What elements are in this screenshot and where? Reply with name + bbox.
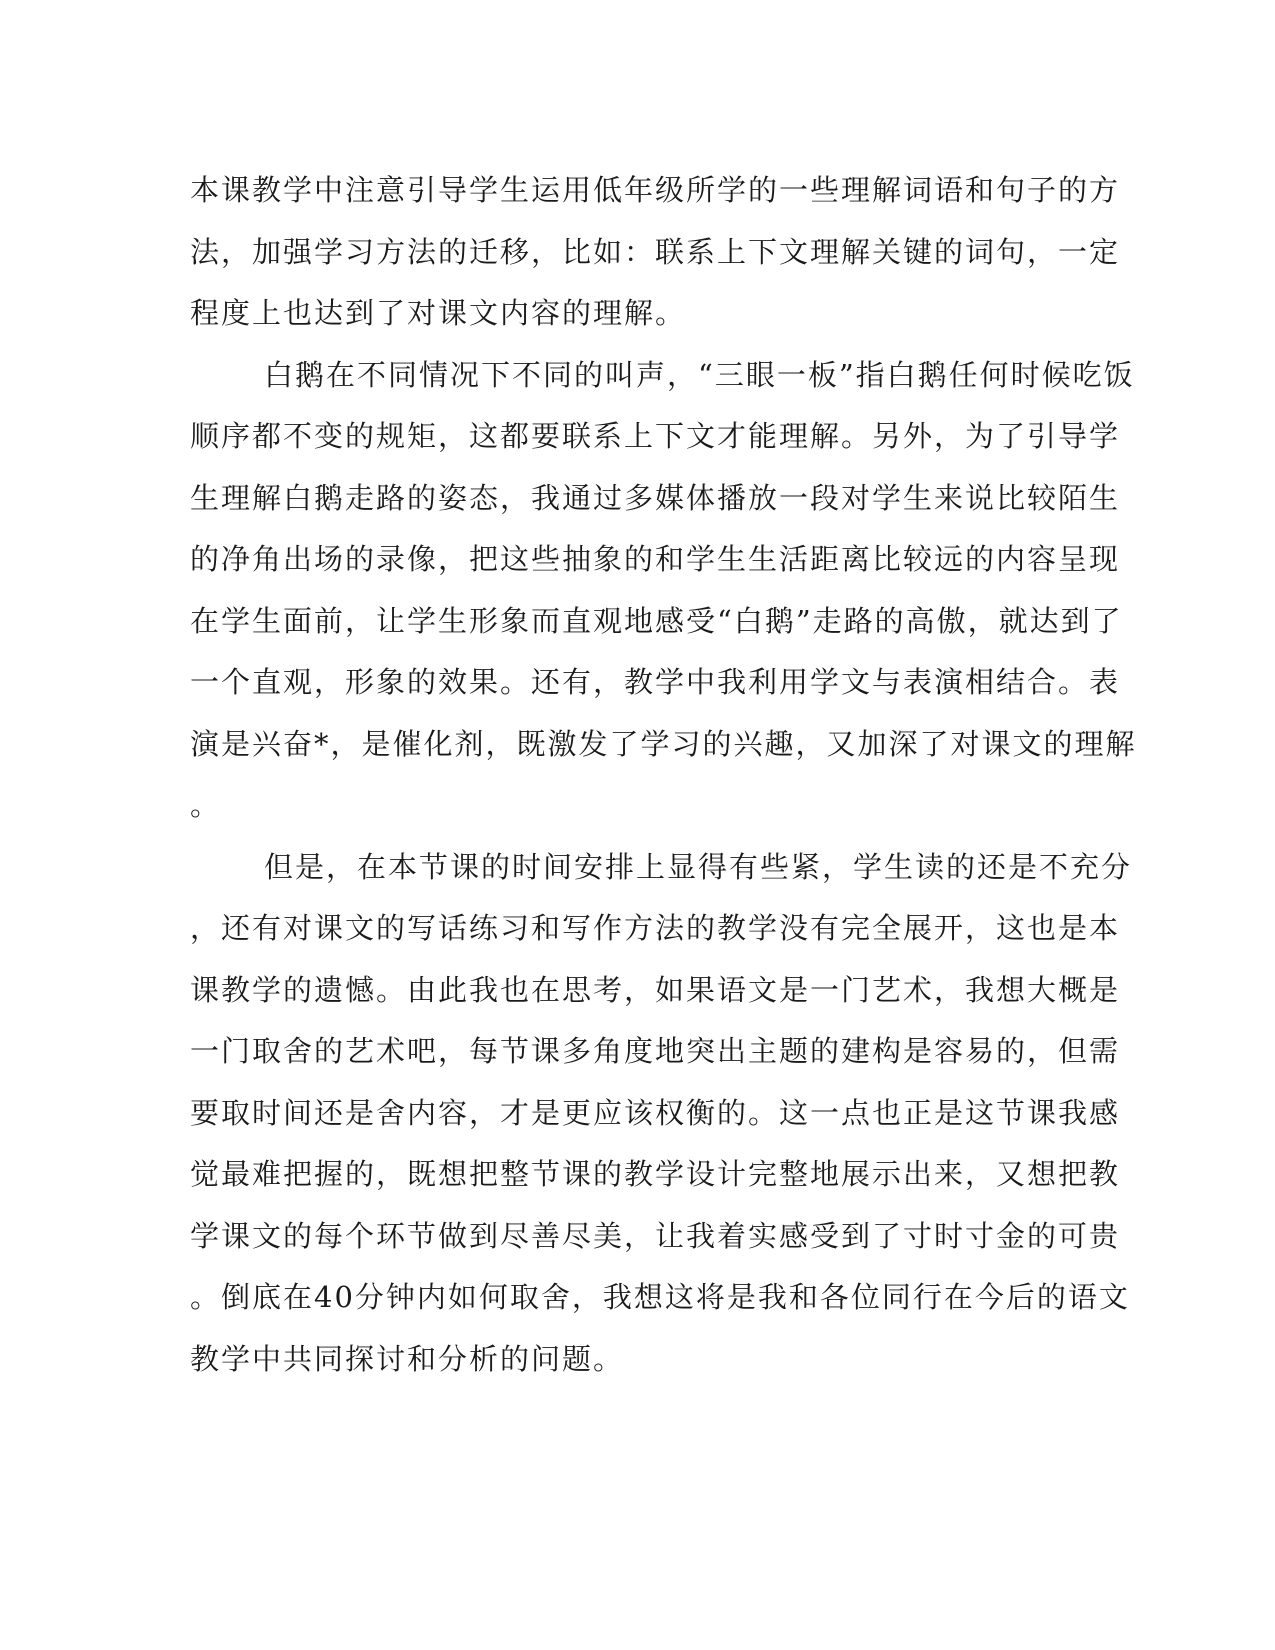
text-line: 的净角出场的录像，把这些抽象的和学生生活距离比较远的内容呈现 — [190, 542, 1121, 576]
body-text — [190, 160, 1137, 1390]
text-line: 一个直观，形象的效果。还有，教学中我利用学文与表演相结合。表 — [190, 665, 1121, 699]
text-line: 学课文的每个环节做到尽善尽美，让我着实感受到了寸时寸金的可贵 — [190, 1218, 1121, 1253]
text-line: 本课教学中注意引导学生运用低年级所学的一些理解词语和句子的方 — [190, 173, 1121, 207]
text-line: 。 — [190, 788, 222, 822]
text-line: ，还有对课文的写话练习和写作方法的教学没有完全展开，这也是本 — [190, 911, 1121, 945]
text-line: 一门取舍的艺术吧，每节课多角度地突出主题的建构是容易的，但需 — [190, 1034, 1121, 1068]
text-line: 演是兴奋*，是催化剂，既激发了学习的兴趣，又加深了对课文的理解 — [190, 726, 1137, 761]
text-line: 。倒底在40分钟内如何取舍，我想这将是我和各位同行在今后的语文 — [190, 1280, 1130, 1314]
text-line: 觉最难把握的，既想把整节课的教学设计完整地展示出来，又想把教 — [190, 1157, 1121, 1191]
text-line: 要取时间还是舍内容，才是更应该权衡的。这一点也正是这节课我感 — [190, 1095, 1121, 1130]
paragraph-start-line: 白鹅在不同情况下不同的叫声，“三眼一板”指白鹅任何时候吃饭 — [264, 357, 1135, 392]
paragraph-start-line: 但是，在本节课的时间安排上显得有些紧，学生读的还是不充分 — [264, 849, 1133, 884]
text-line: 生理解白鹅走路的姿态，我通过多媒体播放一段对学生来说比较陌生 — [190, 480, 1121, 515]
text-line: 程度上也达到了对课文内容的理解。 — [190, 296, 687, 330]
text-line: 法，加强学习方法的迁移，比如：联系上下文理解关键的词句，一定 — [190, 234, 1121, 269]
text-line: 在学生面前，让学生形象而直观地感受“白鹅”走路的高傲，就达到了 — [190, 603, 1123, 638]
text-line: 课教学的遗憾。由此我也在思考，如果语文是一门艺术，我想大概是 — [190, 972, 1121, 1007]
text-line: 教学中共同探讨和分析的问题。 — [190, 1341, 625, 1376]
text-line: 顺序都不变的规矩，这都要联系上下文才能理解。另外，为了引导学 — [190, 419, 1121, 453]
